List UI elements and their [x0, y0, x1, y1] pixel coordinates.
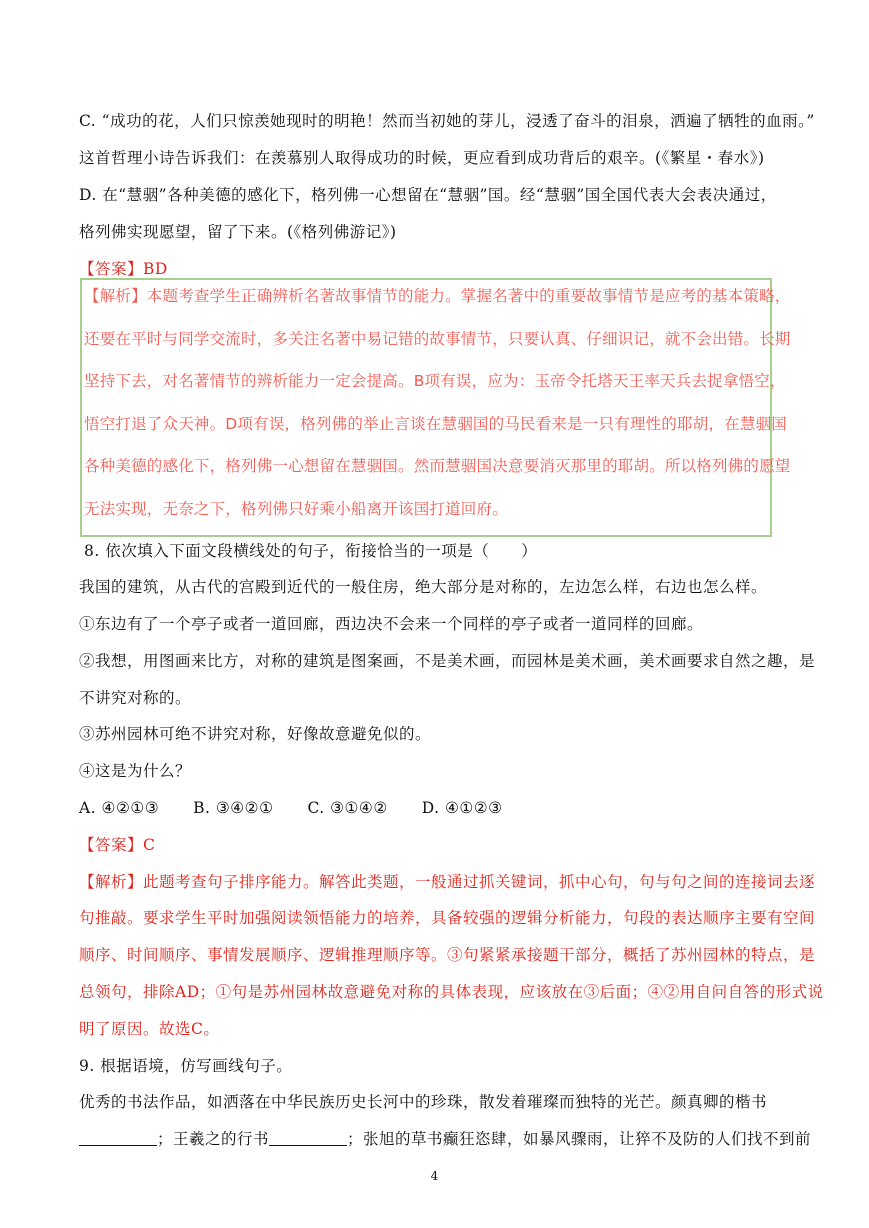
q8-analysis-line: 【解析】此题考查句子排序能力。解答此类题，一般通过抓关键词，抓中心句，句与句之间的连接词去逐 — [79, 873, 816, 891]
q7-analysis-line: 无法实现，无奈之下，格列佛只好乘小船离开该国打道回府。 — [84, 500, 508, 518]
q8-sentence-4: ④这是为什么？ — [79, 762, 192, 780]
q7-analysis-line: 悟空打退了众天神。D项有误，格列佛的举止言谈在慧骃国的马民看来是一只有理性的耶胡，在慧骃国 — [84, 415, 787, 433]
q8-passage: 我国的建筑，从古代的宫殿到近代的一般住房，绝大部分是对称的，左边怎么样，右边也怎么样。 — [79, 578, 768, 596]
q7-option-d-line1: D. 在“慧骃”各种美德的感化下，格列佛一心想留在“慧骃”国。经“慧骃”国全国代表大会表决通过， — [79, 186, 777, 204]
q8-option-d: D. ④①②③ — [421, 799, 503, 817]
q7-option-c-line2: 这首哲理小诗告诉我们：在羡慕别人取得成功的时候，更应看到成功背后的艰辛。(《繁星・春水》) — [79, 149, 765, 167]
q8-sentence-2b: 不讲究对称的。 — [79, 689, 192, 707]
q8-option-c: C. ③①④② — [307, 799, 388, 817]
answer-tag: 【答案】 — [79, 260, 144, 278]
q9-line2 — [79, 1128, 812, 1150]
q7-analysis-image — [80, 278, 791, 537]
q8-answer — [79, 834, 779, 856]
q8-stem: 8. 依次填入下面文段横线处的句子，衔接恰当的一项是（ ） — [84, 542, 538, 560]
q7-analysis-line: 各种美德的感化下，格列佛一心想留在慧骃国。然而慧骃国决意要消灭那里的耶胡。所以格列佛的愿望 — [84, 457, 791, 475]
q9-blank-2[interactable] — [269, 1129, 347, 1146]
q9-segment-2: ；张旭的草书癫狂恣肆，如暴风骤雨，让猝不及防的人们找不到前 — [347, 1130, 812, 1148]
q8-analysis-line: 句推敲。要求学生平时加强阅读领悟能力的培养，具备较强的逻辑分析能力，句段的表达顺序主要有空间 — [79, 909, 816, 927]
q9-blank-1[interactable] — [79, 1129, 157, 1146]
q9-stem: 9. 根据语境，仿写画线句子。 — [79, 1057, 293, 1075]
q8-sentence-2a: ②我想，用图画来比方，对称的建筑是图案画，不是美术画，而园林是美术画，美术画要求自然之趣，是 — [79, 652, 816, 670]
q8-option-a: A. ④②①③ — [79, 799, 160, 817]
q8-option-b: B. ③④②① — [193, 799, 274, 817]
q7-analysis-line: 【解析】本题考查学生正确辨析名著故事情节的能力。掌握名著中的重要故事情节是应考的基本策略， — [84, 287, 791, 305]
q8-analysis-line: 明了原因。故选C。 — [79, 1020, 220, 1038]
q7-option-d-line2: 格列佛实现愿望，留了下来。(《格列佛游记》) — [79, 223, 397, 241]
answer-value: BD — [143, 260, 168, 278]
answer-tag: 【答案】 — [79, 836, 144, 854]
q8-analysis-line: 总领句，排除AD；①句是苏州园林故意避免对称的具体表现，应该放在③后面；④②用自问自答的形式说 — [79, 983, 824, 1001]
q7-answer — [79, 258, 779, 280]
page-number: 4 — [430, 1169, 439, 1183]
q9-segment-1: ；王羲之的行书 — [157, 1130, 270, 1148]
answer-value: C — [143, 836, 156, 854]
q8-sentence-3: ③苏州园林可绝不讲究对称，好像故意避免似的。 — [79, 725, 432, 743]
q7-analysis-line: 还要在平时与同学交流时，多关注名著中易记错的故事情节，只要认真、仔细识记，就不会出错。长期 — [84, 330, 791, 348]
q7-option-c-line1: C. “成功的花，人们只惊羡她现时的明艳！然而当初她的芽儿，浸透了奋斗的泪泉，洒遍了牺牲的血雨。” — [79, 112, 815, 130]
q8-options — [79, 797, 779, 819]
q7-analysis-line: 坚持下去，对名著情节的辨析能力一定会提高。B项有误，应为：玉帝令托塔天王率天兵去捉拿悟空， — [84, 372, 786, 390]
q8-sentence-1: ①东边有了一个亭子或者一道回廊，西边决不会来一个同样的亭子或者一道同样的回廊。 — [79, 615, 704, 633]
q9-line1: 优秀的书法作品，如洒落在中华民族历史长河中的珍珠，散发着璀璨而独特的光芒。颜真卿的楷书 — [79, 1093, 768, 1111]
q8-analysis-line: 顺序、时间顺序、事情发展顺序、逻辑推理顺序等。③句紧紧承接题干部分，概括了苏州园林的特点，是 — [79, 946, 816, 964]
